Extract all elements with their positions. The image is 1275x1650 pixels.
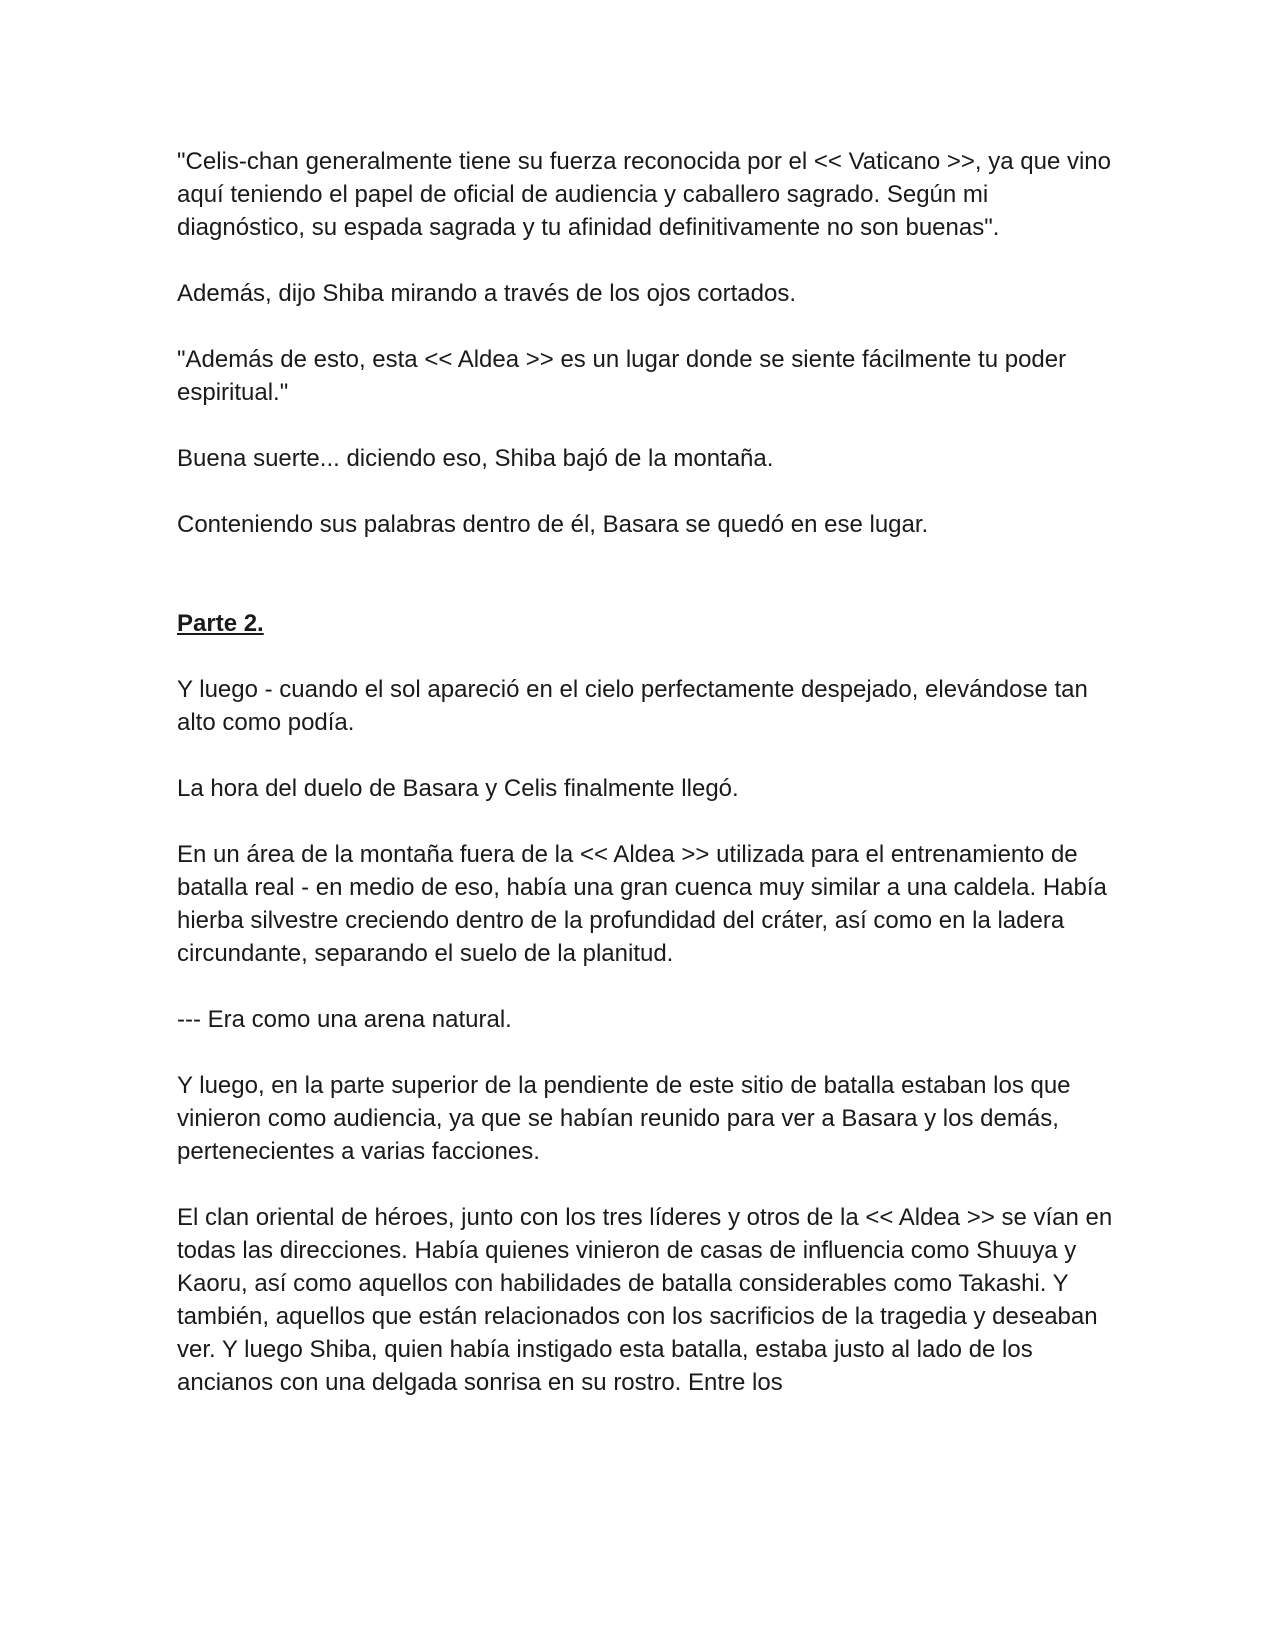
paragraph: "Celis-chan generalmente tiene su fuerza reconocida por el << Vaticano >>, ya que vino aquí teniendo el papel de oficial de audiencia y caballero sagrado. Según mi diagnóstico, su espada sagrada y tu afinidad definitivamente no son buenas".	[177, 148, 1111, 241]
paragraph: --- Era como una arena natural.	[177, 1006, 512, 1033]
paragraph: Conteniendo sus palabras dentro de él, Basara se quedó en ese lugar.	[177, 511, 929, 538]
section-heading: Parte 2.	[177, 610, 264, 637]
paragraph: El clan oriental de héroes, junto con los tres líderes y otros de la << Aldea >> se vían en todas las direcciones. Había quienes vinieron de casas de influencia como Shuuya y Kaoru, así como aquellos con habilidades de batalla considerables como Takashi. Y también, aquellos que están relacionados con los sacrificios de la tragedia y deseaban ver. Y luego Shiba, quien había instigado esta batalla, estaba justo al lado de los ancianos con una delgada sonrisa en su rostro. Entre los	[177, 1204, 1113, 1396]
paragraph: La hora del duelo de Basara y Celis finalmente llegó.	[177, 775, 739, 802]
paragraph: Y luego - cuando el sol apareció en el cielo perfectamente despejado, elevándose tan alto como podía.	[177, 676, 1088, 736]
paragraph: En un área de la montaña fuera de la << Aldea >> utilizada para el entrenamiento de batalla real - en medio de eso, había una gran cuenca muy similar a una caldela. Había hierba silvestre creciendo dentro de la profundidad del cráter, así como en la ladera circundante, separando el suelo de la planitud.	[177, 841, 1107, 967]
paragraph: "Además de esto, esta << Aldea >> es un lugar donde se siente fácilmente tu poder espiritual."	[177, 346, 1067, 406]
paragraph: Además, dijo Shiba mirando a través de los ojos cortados.	[177, 280, 796, 307]
paragraph: Y luego, en la parte superior de la pendiente de este sitio de batalla estaban los que vinieron como audiencia, ya que se habían reunido para ver a Basara y los demás, pertenecientes a varias facciones.	[177, 1072, 1071, 1165]
paragraph: Buena suerte... diciendo eso, Shiba bajó de la montaña.	[177, 445, 774, 472]
document-page	[177, 145, 1117, 1432]
